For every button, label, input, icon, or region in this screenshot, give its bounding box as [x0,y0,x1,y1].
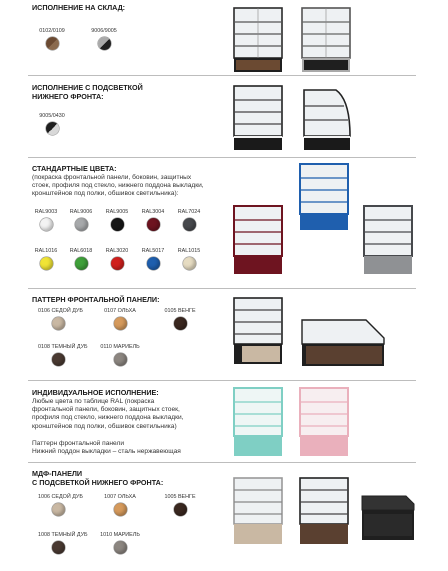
color-dot [111,257,124,270]
title-line: ИСПОЛНЕНИЕ С ПОДСВЕТКОЙ [32,83,143,92]
swatch-ral7024 [169,209,209,231]
desc-line: (покраска фронтальной панели, боковин, защитных [32,174,192,181]
color-dot [40,218,53,231]
swatch-label: 0102/0109 [39,28,65,34]
section-note-custom [32,440,181,456]
color-dot [174,317,187,330]
color-dot [114,541,127,554]
swatch-label: RAL7024 [177,209,201,215]
swatch-label: RAL1016 [34,248,58,254]
color-dot [75,257,88,270]
display-case-image [228,82,288,154]
section-title-warehouse: ИСПОЛНЕНИЕ НА СКЛАД: [32,3,126,12]
display-case-image [294,160,354,236]
divider [28,288,416,289]
swatch-label: 1010 МАРИЕЛЬ [100,532,140,538]
swatch-label: 0107 ОЛЬХА [104,308,136,314]
swatch-9006-9005 [84,28,124,50]
section-title-lighting [32,84,143,101]
swatch-label: RAL9005 [105,209,129,215]
swatch-ral1015 [169,248,209,270]
desc-line: Любые цвета по таблице RAL (покраска [32,398,155,405]
swatch-ral9003 [26,209,66,231]
swatch-ral3020 [97,248,137,270]
swatch-label: 0110 МАРИЕЛЬ [100,344,140,350]
swatch-ral1016 [26,248,66,270]
swatch-label: RAL3004 [141,209,165,215]
swatch-label: RAL9003 [34,209,58,215]
swatch-0105 [160,308,200,330]
desc-line: стоек, профиля под стекло, нижнего поддона выкладки, [32,182,204,190]
swatch-0107 [100,308,140,330]
swatch-1006 [38,494,83,516]
color-dot [111,218,124,231]
color-dot [40,257,53,270]
section-title-standard: СТАНДАРТНЫЕ ЦВЕТА: [32,164,117,173]
note-line: Нижний поддон выкладки – сталь нержавеющая [32,448,181,456]
display-case-image [294,384,354,460]
divider [28,75,416,76]
display-case-image [228,384,288,460]
color-dot [147,257,160,270]
swatch-label: 1005 ВЕНГЕ [164,494,196,500]
swatch-label: 0108 ТЕМНЫЙ ДУБ [38,344,88,350]
swatch-9005-0430 [32,113,72,135]
color-dot [52,317,65,330]
desc-line: кронштейнов под полки, обшивок светильника): [32,190,179,198]
section-title-custom: ИНДИВИДУАЛЬНОЕ ИСПОЛНЕНИЕ: [32,388,159,397]
title-line: НИЖНЕГО ФРОНТА: [32,91,104,101]
display-case-image [296,4,356,76]
display-case-image [358,490,418,546]
swatch-label: 0105 ВЕНГЕ [164,308,196,314]
color-dot [114,353,127,366]
title-line: МДФ-ПАНЕЛИ [32,469,83,478]
swatch-label: 9005/0430 [39,113,65,119]
swatch-label: 9006/9005 [91,28,117,34]
swatch-1005 [160,494,200,516]
display-case-image [228,4,288,76]
title-line: С ПОДСВЕТКОЙ НИЖНЕГО ФРОНТА: [32,477,164,487]
color-dot [46,37,59,50]
color-dot [174,503,187,516]
swatch-label: RAL9006 [69,209,93,215]
swatch-label: 1006 СЕДОЙ ДУБ [38,494,83,500]
section-desc-custom [32,398,184,431]
display-case-image [296,314,388,370]
swatch-label: RAL5017 [141,248,165,254]
display-case-image [228,294,288,370]
color-dot [46,122,59,135]
display-case-image [296,82,356,154]
swatch-label: 0106 СЕДОЙ ДУБ [38,308,83,314]
swatch-label: RAL1015 [177,248,201,254]
swatch-label: 1007 ОЛЬХА [104,494,136,500]
divider [28,157,416,158]
swatch-0106 [38,308,83,330]
swatch-ral9005 [97,209,137,231]
swatch-ral5017 [133,248,173,270]
desc-line: фронтальной панели, боковин, защитных стоек, [32,406,180,414]
section-desc-standard [32,174,204,199]
color-dot [75,218,88,231]
color-dot [52,503,65,516]
color-dot [114,317,127,330]
swatch-label: RAL3020 [105,248,129,254]
color-dot [52,541,65,554]
desc-line: кронштейнов под полки, обшивок светильника) [32,422,177,430]
swatch-label: RAL6018 [69,248,93,254]
divider [28,462,416,463]
swatch-ral3004 [133,209,173,231]
color-dot [98,37,111,50]
note-line: Паттерн фронтальной панели [32,440,125,447]
color-dot [183,218,196,231]
swatch-0110 [100,344,140,366]
display-case-image [228,474,288,550]
color-dot [147,218,160,231]
swatch-1007 [100,494,140,516]
swatch-1008 [38,532,88,554]
section-title-mdf [32,470,163,487]
swatch-label: 1008 ТЕМНЫЙ ДУБ [38,532,88,538]
color-dot [183,257,196,270]
display-case-image [294,474,354,550]
swatch-0102-0109 [32,28,72,50]
swatch-ral6018 [61,248,101,270]
color-dot [114,503,127,516]
swatch-ral9006 [61,209,101,231]
color-dot [52,353,65,366]
display-case-image [228,202,288,278]
divider [28,380,416,381]
display-case-image [358,202,418,278]
desc-line: профиля под стекло, нижнего поддона выкладки, [32,414,184,422]
swatch-0108 [38,344,88,366]
section-title-pattern: ПАТТЕРН ФРОНТАЛЬНОЙ ПАНЕЛИ: [32,295,160,304]
swatch-1010 [100,532,140,554]
